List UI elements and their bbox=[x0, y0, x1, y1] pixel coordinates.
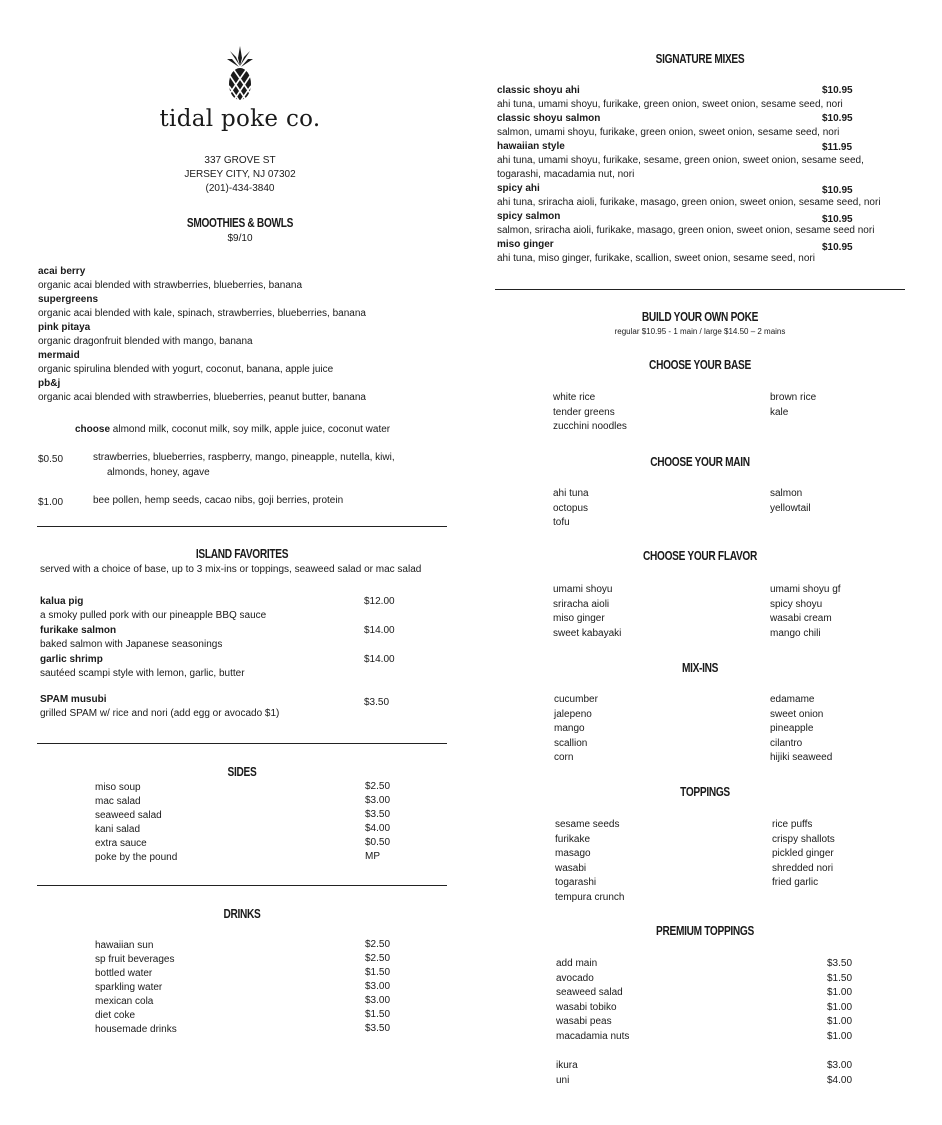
option-item: tender greens bbox=[553, 406, 615, 418]
option-item: pineapple bbox=[770, 723, 814, 735]
list-item-name: add main bbox=[556, 958, 598, 969]
addon-text-line-1: strawberries, blueberries, raspberry, mango, pineapple, nutella, kiwi, bbox=[93, 452, 395, 463]
list-item-name: seaweed salad bbox=[95, 810, 162, 821]
price: $2.50 bbox=[365, 781, 391, 792]
list-item-name: diet coke bbox=[95, 1010, 136, 1021]
list-item-name: housemade drinks bbox=[95, 1024, 177, 1035]
price: $4.00 bbox=[365, 823, 391, 834]
list-item-name: classic shoyu ahi bbox=[497, 85, 580, 96]
price: $1.00 bbox=[827, 1030, 853, 1042]
main-left bbox=[553, 487, 589, 531]
list-item-name: spicy salmon bbox=[497, 211, 561, 222]
drinks-prices bbox=[365, 938, 390, 1036]
option-item: corn bbox=[554, 752, 574, 764]
price: $10.95 bbox=[822, 214, 853, 225]
option-item: octopus bbox=[553, 502, 589, 514]
list-item-name: sp fruit beverages bbox=[95, 954, 175, 965]
divider bbox=[37, 743, 447, 744]
list-item-desc: organic acai blended with kale, spinach, strawberries, blueberries, banana bbox=[38, 308, 366, 319]
price: $3.50 bbox=[365, 809, 391, 820]
toppings-right bbox=[772, 818, 835, 891]
list-item-name: extra sauce bbox=[95, 838, 147, 849]
list-item-desc: organic dragonfruit blended with mango, banana bbox=[38, 336, 253, 347]
drinks-title: DRINKS bbox=[223, 906, 261, 921]
price: $11.95 bbox=[822, 142, 853, 153]
list-item-desc: togarashi, macadamia nut, nori bbox=[497, 169, 635, 180]
list-item-name: furikake salmon bbox=[40, 625, 117, 636]
mixins-left bbox=[554, 693, 598, 766]
list-item-desc: sautéed scampi style with lemon, garlic, butter bbox=[40, 668, 245, 679]
addon-price: $1.00 bbox=[38, 497, 64, 508]
option-item: cucumber bbox=[554, 694, 598, 705]
price: $4.00 bbox=[827, 1074, 853, 1086]
list-item-name: seaweed salad bbox=[556, 987, 623, 999]
price: $2.50 bbox=[365, 939, 391, 950]
price: $1.00 bbox=[827, 1001, 853, 1013]
list-item-name: spicy ahi bbox=[497, 183, 540, 194]
price: $3.50 bbox=[364, 697, 390, 708]
option-item: furikake bbox=[555, 833, 591, 845]
price: MP bbox=[365, 851, 380, 862]
option-item: sweet onion bbox=[770, 708, 824, 720]
option-item: ahi tuna bbox=[553, 488, 589, 499]
price: $1.00 bbox=[827, 1016, 853, 1028]
addon-price: $0.50 bbox=[38, 454, 64, 465]
list-item-name: pb&j bbox=[38, 378, 61, 389]
option-item: hijiki seaweed bbox=[770, 752, 833, 764]
signature-title: SIGNATURE MIXES bbox=[655, 51, 745, 66]
option-item: zucchini noodles bbox=[553, 421, 627, 433]
option-item: wasabi cream bbox=[770, 613, 832, 625]
list-item-name: wasabi tobiko bbox=[556, 1001, 617, 1013]
list-item-name: garlic shrimp bbox=[40, 654, 103, 665]
price: $10.95 bbox=[822, 242, 853, 253]
sides-title: SIDES bbox=[227, 764, 257, 779]
divider bbox=[37, 526, 447, 527]
list-item-desc: grilled SPAM w/ rice and nori (add egg or avocado $1) bbox=[40, 708, 280, 719]
price: $1.50 bbox=[365, 1009, 391, 1020]
pineapple-icon bbox=[226, 46, 254, 102]
list-item-name: wasabi peas bbox=[556, 1016, 612, 1028]
island-title: ISLAND FAVORITES bbox=[195, 546, 289, 561]
toppings-left bbox=[555, 818, 624, 906]
price: $10.95 bbox=[822, 85, 853, 96]
addon-text: bee pollen, hemp seeds, cacao nibs, goji berries, protein bbox=[93, 495, 344, 506]
list-item-desc: baked salmon with Japanese seasonings bbox=[40, 639, 223, 650]
price: $3.50 bbox=[827, 958, 853, 969]
toppings-title: TOPPINGS bbox=[680, 784, 730, 799]
list-item-name: bottled water bbox=[95, 968, 153, 979]
premium-prices-2 bbox=[827, 1059, 852, 1088]
option-item: yellowtail bbox=[770, 502, 811, 514]
list-item-desc: organic spirulina blended with yogurt, coconut, banana, apple juice bbox=[38, 364, 334, 375]
list-item-desc: ahi tuna, umami shoyu, furikake, green onion, sweet onion, sesame seed, nori bbox=[497, 99, 843, 110]
list-item-name: macadamia nuts bbox=[556, 1030, 630, 1042]
list-item-name: mac salad bbox=[95, 796, 141, 807]
option-item: jalepeno bbox=[554, 708, 592, 720]
option-item: mango bbox=[554, 723, 585, 735]
phone-number: (201)-434-3840 bbox=[205, 183, 275, 194]
island-list bbox=[40, 595, 400, 721]
sides-list bbox=[95, 781, 177, 865]
base-right bbox=[770, 391, 816, 420]
option-item: sriracha aioli bbox=[553, 598, 610, 610]
option-item: rice puffs bbox=[772, 819, 813, 830]
option-item: white rice bbox=[553, 392, 596, 403]
price: $12.00 bbox=[364, 596, 395, 607]
price: $2.50 bbox=[365, 953, 391, 964]
premium-title: PREMIUM TOPPINGS bbox=[656, 923, 754, 938]
flavor-right bbox=[770, 583, 841, 641]
option-item: masago bbox=[555, 848, 591, 860]
smoothies-list bbox=[38, 265, 366, 405]
list-item-name: supergreens bbox=[38, 294, 99, 305]
build-title: BUILD YOUR OWN POKE bbox=[641, 309, 759, 324]
main-right bbox=[770, 487, 811, 516]
drinks-list bbox=[95, 939, 177, 1037]
option-item: tempura crunch bbox=[555, 891, 625, 903]
list-item-name: kalua pig bbox=[40, 596, 84, 607]
price: $3.00 bbox=[365, 981, 391, 992]
addon-text-line-2: almonds, honey, agave bbox=[107, 467, 210, 478]
list-item-name: sparkling water bbox=[95, 982, 163, 993]
list-item-name: uni bbox=[556, 1074, 570, 1086]
list-item-desc: ahi tuna, miso ginger, furikake, scallion, sweet onion, sesame seed, nori bbox=[497, 253, 815, 264]
list-item-name: hawaiian style bbox=[497, 141, 565, 152]
list-item-name: SPAM musubi bbox=[40, 694, 107, 705]
price: $3.50 bbox=[365, 1023, 391, 1034]
choose-row bbox=[75, 423, 390, 437]
price: $14.00 bbox=[364, 654, 395, 665]
option-item: tofu bbox=[553, 517, 570, 529]
option-item: sweet kabayaki bbox=[553, 627, 622, 639]
option-item: cilantro bbox=[770, 737, 803, 749]
premium-list-2 bbox=[556, 1059, 578, 1088]
list-item-name: poke by the pound bbox=[95, 852, 178, 863]
address-line-2: JERSEY CITY, NJ 07302 bbox=[184, 169, 296, 180]
option-item: pickled ginger bbox=[772, 848, 834, 860]
price: $10.95 bbox=[822, 113, 853, 124]
choose-text: almond milk, coconut milk, soy milk, apple juice, coconut water bbox=[112, 424, 391, 435]
list-item-desc: organic acai blended with strawberries, blueberries, peanut butter, banana bbox=[38, 392, 366, 403]
base-left bbox=[553, 391, 627, 435]
price: $10.95 bbox=[822, 185, 853, 196]
list-item-name: pink pitaya bbox=[38, 322, 91, 333]
option-item: salmon bbox=[770, 488, 803, 499]
list-item-name: kani salad bbox=[95, 824, 141, 835]
price: $1.50 bbox=[827, 972, 853, 984]
build-subtitle: regular $10.95 - 1 main / large $14.50 – 2 mains bbox=[614, 327, 786, 336]
list-item-name: miso ginger bbox=[497, 239, 554, 250]
option-item: scallion bbox=[554, 737, 588, 749]
list-item-desc: ahi tuna, sriracha aioli, furikake, masago, green onion, sweet onion, sesame seed, nori bbox=[497, 197, 881, 208]
smoothies-price: $9/10 bbox=[227, 233, 253, 244]
divider bbox=[37, 885, 447, 886]
premium-list bbox=[556, 957, 629, 1045]
list-item-name: hawaiian sun bbox=[95, 940, 154, 951]
price: $0.50 bbox=[365, 837, 391, 848]
option-item: wasabi bbox=[555, 862, 587, 874]
list-item-desc: salmon, sriracha aioli, furikake, masago, green onion, sweet onion, sesame seed nori bbox=[497, 225, 875, 236]
list-item-desc: organic acai blended with strawberries, blueberries, banana bbox=[38, 280, 303, 291]
option-item: shredded nori bbox=[772, 862, 834, 874]
list-item-name: classic shoyu salmon bbox=[497, 113, 601, 124]
price: $14.00 bbox=[364, 625, 395, 636]
list-item-name: ikura bbox=[556, 1060, 578, 1071]
option-item: brown rice bbox=[770, 392, 817, 403]
option-item: fried garlic bbox=[772, 877, 819, 889]
option-item: edamame bbox=[770, 694, 815, 705]
option-item: crispy shallots bbox=[772, 833, 835, 845]
mixins-right bbox=[770, 693, 832, 766]
price: $3.00 bbox=[365, 795, 391, 806]
list-item-desc: ahi tuna, umami shoyu, furikake, sesame, green onion, sweet onion, sesame seed, bbox=[497, 155, 864, 166]
price: $3.00 bbox=[365, 995, 391, 1006]
option-item: umami shoyu gf bbox=[770, 584, 841, 595]
flavor-left bbox=[553, 583, 621, 641]
list-item-name: mermaid bbox=[38, 350, 80, 361]
mixins-title: MIX-INS bbox=[681, 660, 719, 675]
list-item-name: avocado bbox=[556, 972, 594, 984]
option-item: umami shoyu bbox=[553, 584, 613, 595]
price: $1.00 bbox=[827, 987, 853, 999]
main-title: CHOOSE YOUR MAIN bbox=[650, 454, 750, 469]
smoothies-title: SMOOTHIES & BOWLS bbox=[186, 215, 294, 230]
choose-label: choose bbox=[75, 424, 111, 435]
island-subtitle: served with a choice of base, up to 3 mix-ins or toppings, seaweed salad or mac salad bbox=[40, 564, 422, 575]
option-item: miso ginger bbox=[553, 613, 605, 625]
option-item: mango chili bbox=[770, 627, 821, 639]
option-item: spicy shoyu bbox=[770, 598, 823, 610]
option-item: sesame seeds bbox=[555, 819, 620, 830]
list-item-desc: salmon, umami shoyu, furikake, green onion, sweet onion, sesame seed, nori bbox=[497, 127, 840, 138]
list-item-name: mexican cola bbox=[95, 996, 154, 1007]
flavor-title: CHOOSE YOUR FLAVOR bbox=[642, 548, 758, 563]
list-item-name: miso soup bbox=[95, 782, 141, 793]
option-item: kale bbox=[770, 406, 789, 418]
list-item-desc: a smoky pulled pork with our pineapple BBQ sauce bbox=[40, 610, 267, 621]
brand-name: tidal poke co. bbox=[159, 106, 321, 132]
base-title: CHOOSE YOUR BASE bbox=[649, 357, 751, 372]
list-item-name: acai berry bbox=[38, 266, 86, 277]
sides-prices bbox=[365, 780, 390, 864]
premium-prices bbox=[827, 957, 852, 1045]
address-line-1: 337 GROVE ST bbox=[204, 155, 276, 166]
price: $1.50 bbox=[365, 967, 391, 978]
price: $3.00 bbox=[827, 1060, 853, 1071]
divider bbox=[495, 289, 905, 290]
option-item: togarashi bbox=[555, 877, 597, 889]
